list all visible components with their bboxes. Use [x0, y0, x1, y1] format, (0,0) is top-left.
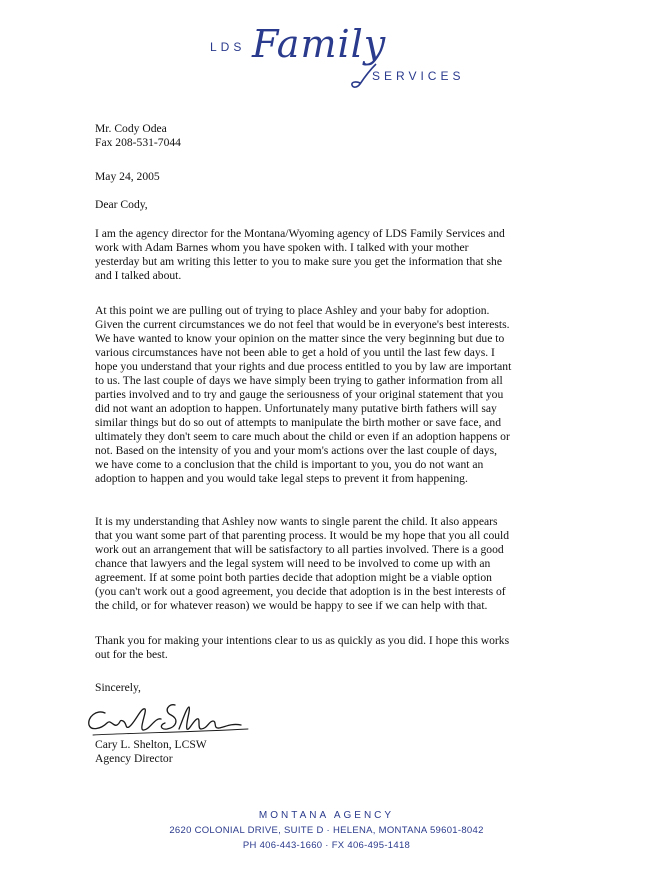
salutation — [95, 198, 148, 212]
paragraph-line: I am the agency director for the Montana/Wyoming agency of LDS Family Services and — [95, 227, 505, 240]
paragraph-line: out for the best. — [95, 648, 168, 661]
recipient-name: Mr. Cody Odea — [95, 122, 167, 135]
recipient-block — [95, 122, 181, 150]
letter-date — [95, 170, 160, 184]
closing — [95, 681, 141, 695]
paragraph-line: we have come to a conclusion that the child is important to you, you do not want an — [95, 458, 484, 471]
paragraph-line: the child, or for whatever reason) we would be happy to see if we can help with that. — [95, 599, 488, 612]
paragraph-line: Thank you for making your intentions clear to us as quickly as you did. I hope this works — [95, 634, 510, 647]
paragraph-line: that you want some part of that parenting process. It would be my hope that you all could — [95, 529, 510, 542]
signer-block — [95, 738, 207, 766]
letterhead-logo — [200, 22, 490, 92]
paragraph-line: work with Adam Barnes whom you have spoken with. I talked with your mother — [95, 241, 469, 254]
footer-agency: MONTANA AGENCY — [258, 810, 395, 821]
signer-name: Cary L. Shelton, LCSW — [95, 738, 207, 751]
handwritten-signature — [83, 699, 253, 739]
paragraph-3 — [95, 515, 509, 613]
paragraph-line: to us. The last couple of days we have simply been trying to gather information from all — [95, 374, 503, 387]
paragraph-line: Given the current circumstances we do not feel that would be in everyone's best interests. — [95, 318, 510, 331]
paragraph-line: ultimately they don't seem to care much about the child or even if an adoption happens or — [95, 430, 510, 443]
paragraph-line: did not want an adoption to happen. Unfortunately many putative birth fathers will say — [95, 402, 497, 415]
paragraph-line: hope you understand that your rights and due process entitled to you by law are important — [95, 360, 512, 373]
letterhead-lds: LDS — [210, 40, 246, 54]
paragraph-line: work out an arrangement that will be satisfactory to all parties involved. There is a good — [95, 543, 504, 556]
paragraph-line: yesterday but am writing this letter to you to make sure you get the information that she — [95, 255, 502, 268]
paragraph-line: various circumstances have not been able to get a hold of you until the last few days. I — [95, 346, 495, 359]
paragraph-1 — [95, 227, 505, 283]
paragraph-line: similar things but do so out of attempts to manipulate the birth mother or save face, and — [95, 416, 502, 429]
salutation-text: Dear Cody, — [95, 198, 148, 211]
paragraph-4 — [95, 634, 509, 662]
paragraph-line: At this point we are pulling out of trying to place Ashley and your baby for adoption. — [95, 304, 490, 317]
date-text: May 24, 2005 — [95, 170, 160, 183]
footer-address: 2620 COLONIAL DRIVE, SUITE D · HELENA, MONTANA 59601-8042 — [169, 825, 484, 836]
paragraph-line: (you can't work out a good agreement, you decide that adoption is in the best interests of — [95, 585, 506, 598]
closing-text: Sincerely, — [95, 681, 141, 694]
signer-title: Agency Director — [95, 752, 173, 765]
recipient-fax: Fax 208-531-7044 — [95, 136, 181, 149]
letterhead-family: Family — [252, 22, 387, 66]
paragraph-2 — [95, 304, 511, 486]
paragraph-line: not. Based on the intensity of you and your mom's actions over the last couple of days, — [95, 444, 497, 457]
paragraph-line: and I talked about. — [95, 269, 182, 282]
paragraph-line: adoption to happen and you would take legal steps to prevent it from happening. — [95, 472, 468, 485]
letterhead-services: SERVICES — [372, 69, 465, 83]
paragraph-line: chance that lawyers and the legal system will need to be involved to come up with an — [95, 557, 491, 570]
paragraph-line: parties involved and to try and gauge the seriousness of your original statement that you — [95, 388, 504, 401]
paragraph-line: It is my understanding that Ashley now wants to single parent the child. It also appears — [95, 515, 498, 528]
paragraph-line: We have wanted to know your opinion on the matter since the very beginning but due to — [95, 332, 505, 345]
footer-phone: PH 406-443-1660 · FX 406-495-1418 — [242, 840, 411, 851]
paragraph-line: agreement. If at some point both parties decide that adoption might be a viable option — [95, 571, 492, 584]
